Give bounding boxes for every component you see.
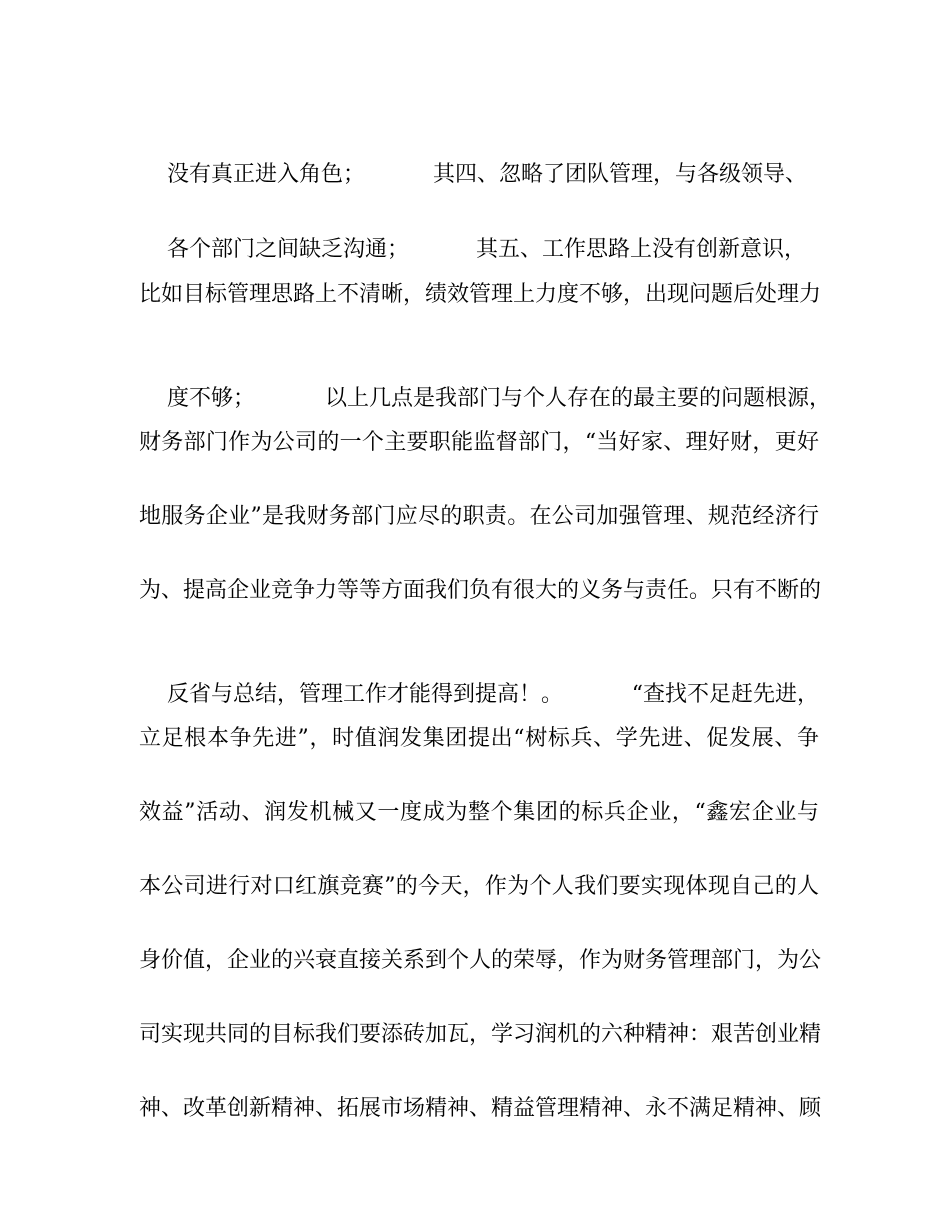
- text-line: 为、提高企业竞争力等等方面我们负有很大的义务与责任。只有不断的: [139, 578, 822, 603]
- line-segment: 其四、忽略了团队管理，与各级领导、: [433, 162, 808, 187]
- text-line: 比如目标管理思路上不清晰，绩效管理上力度不够，出现问题后处理力: [139, 282, 822, 307]
- line-segment: 没有真正进入角色；: [166, 162, 365, 187]
- text-line: [139, 205, 819, 262]
- text-line: 立足根本争先进”，时值润发集团提出“树标兵、学先进、促发展、争: [139, 726, 819, 751]
- text-line: 财务部门作为公司的一个主要职能监督部门，“当好家、理好财，更好: [139, 430, 819, 455]
- text-line: 本公司进行对口红旗竞赛”的今天，作为个人我们要实现体现自己的人: [139, 874, 819, 899]
- text-line: 身价值，企业的兴衰直接关系到个人的荣辱，作为财务管理部门，为公: [139, 948, 822, 973]
- line-segment: 其五、工作思路上没有创新意识，: [476, 237, 807, 262]
- text-line: 神、改革创新精神、拓展市场精神、精益管理精神、永不满足精神、顾: [139, 1096, 822, 1121]
- text-line: [139, 354, 832, 411]
- text-line: [139, 650, 819, 707]
- line-segment: 反省与总结，管理工作才能得到提高！。: [166, 682, 563, 707]
- line-segment: 各个部门之间缺乏沟通；: [166, 237, 409, 262]
- text-line: [139, 130, 819, 187]
- line-segment: “查找不足赶先进，: [631, 682, 819, 707]
- line-segment: 以上几点是我部门与个人存在的最主要的问题根源，: [325, 386, 832, 411]
- text-line: 效益”活动、润发机械又一度成为整个集团的标兵企业，“鑫宏企业与: [139, 800, 819, 825]
- line-segment: 度不够；: [166, 386, 255, 411]
- text-line: 司实现共同的目标我们要添砖加瓦，学习润机的六种精神：艰苦创业精: [139, 1022, 822, 1047]
- text-line: 地服务企业”是我财务部门应尽的职责。在公司加强管理、规范经济行: [139, 504, 819, 529]
